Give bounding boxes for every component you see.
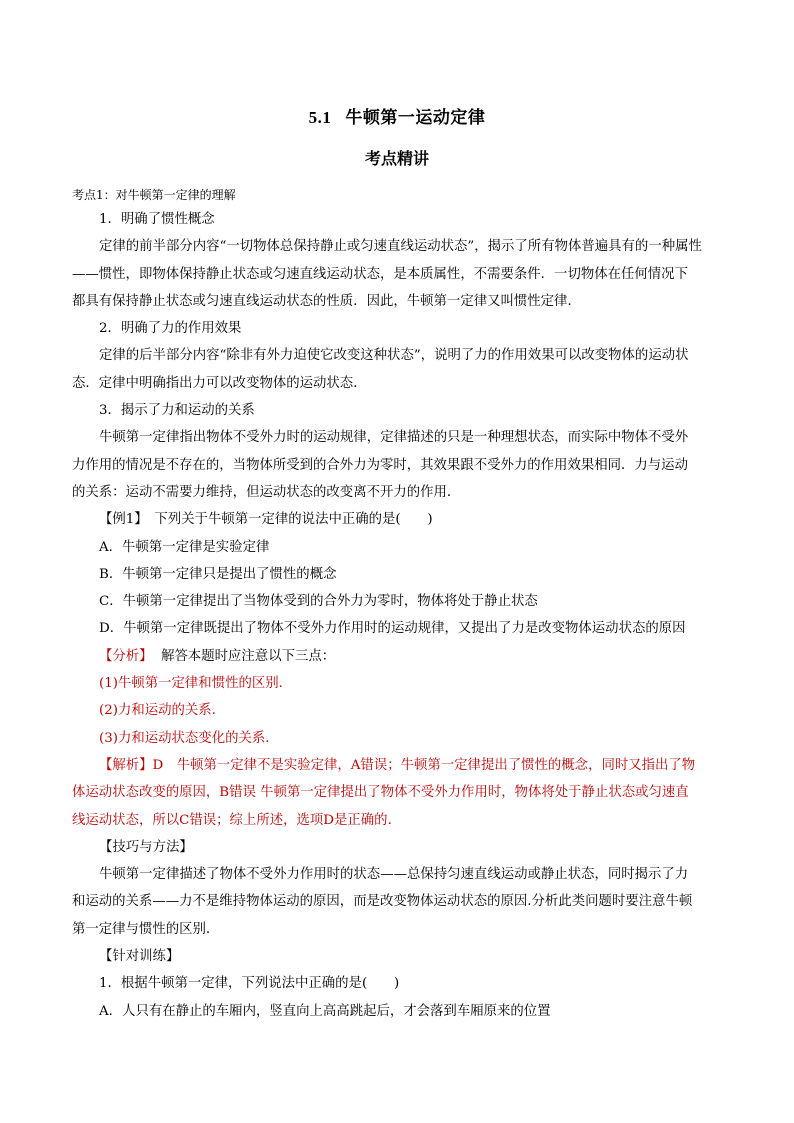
analysis-line bbox=[72, 643, 722, 670]
text-line: ——惯性，即物体保持静止状态或匀速直线运动状态，是本质属性，不需要条件．一切物体在任何情况下 bbox=[72, 266, 688, 282]
text-line: 第一定律与惯性的区别. bbox=[72, 921, 211, 937]
option-d: D．牛顿第一定律既提出了物体不受外力作用时的运动规律，又提出了力是改变物体运动状态的原因 bbox=[99, 621, 686, 637]
analysis-label: 【分析】 bbox=[99, 648, 153, 664]
analysis-point: (3)力和运动状态变化的关系． bbox=[99, 730, 279, 746]
analysis-point: (1)牛顿第一定律和惯性的区别． bbox=[99, 676, 293, 692]
option-c: C．牛顿第一定律提出了当物体受到的合外力为零时，物体将处于静止状态 bbox=[99, 594, 538, 610]
text-line: 牛顿第一定律指出物体不受外力时的运动规律，定律描述的只是一种理想状态，而实际中物体不受外 bbox=[99, 430, 689, 446]
page-title bbox=[0, 103, 794, 128]
solution-line: 线运动状态，所以C错误；综上所述，选项D是正确的． bbox=[72, 812, 401, 828]
analysis-text: 解答本题时应注意以下三点： bbox=[161, 648, 336, 664]
section-title: 牛顿第一运动定律 bbox=[345, 108, 486, 128]
practice-question: 1．根据牛顿第一定律，下列说法中正确的是( ) bbox=[99, 976, 400, 992]
text-line: 2．明确了力的作用效果 bbox=[99, 321, 242, 337]
text-line: 力作用的情况是不存在的，当物体所受到的合外力为零时，其效果跟不受外力的作用效果相同．力与运动 bbox=[72, 457, 688, 473]
option-b: B．牛顿第一定律只是提出了惯性的概念 bbox=[99, 566, 337, 582]
text-line: 1．明确了惯性概念 bbox=[99, 212, 215, 227]
text-line: 和运动的关系——力不是维持物体运动的原因，而是改变物体运动状态的原因.分析此类问题时要注意牛顿 bbox=[72, 894, 693, 910]
text-line: 定律的前半部分内容“一切物体总保持静止或匀速直线运动状态”，揭示了所有物体普遍具有的一种属性 bbox=[99, 239, 702, 255]
solution-line: 【解析】D 牛顿第一定律不是实验定律，A错误；牛顿第一定律提出了惯性的概念，同时又指出了物 bbox=[99, 757, 696, 773]
text-line: 定律的后半部分内容“除非有外力迫使它改变这种状态”，说明了力的作用效果可以改变物体的运动状 bbox=[99, 348, 689, 364]
text-line: 都具有保持静止状态或匀速直线运动状态的性质．因此，牛顿第一定律又叫惯性定律． bbox=[72, 293, 581, 309]
text-line: 牛顿第一定律描述了物体不受外力作用时的状态——总保持匀速直线运动或静止状态，同时揭示了力 bbox=[99, 867, 689, 883]
solution-line: 体运动状态改变的原因，B错误 牛顿第一定律提出了物体不受外力作用时，物体将处于静止状态或匀速直 bbox=[72, 785, 689, 801]
text-line: 考点1：对牛顿第一定律的理解 bbox=[72, 188, 236, 202]
document-body bbox=[72, 184, 722, 1025]
section-number: 5.1 bbox=[308, 108, 332, 127]
practice-heading: 【针对训练】 bbox=[99, 949, 180, 965]
text-line: 态．定律中明确指出力可以改变物体的运动状态． bbox=[72, 375, 367, 391]
example-question: 【例1】 下列关于牛顿第一定律的说法中正确的是( ) bbox=[99, 512, 433, 528]
analysis-point: (2)力和运动的关系． bbox=[99, 703, 226, 719]
tips-heading: 【技巧与方法】 bbox=[99, 839, 193, 855]
practice-option-a: A．人只有在静止的车厢内，竖直向上高高跳起后，才会落到车厢原来的位置 bbox=[99, 1003, 551, 1019]
page-subtitle: 考点精讲 bbox=[364, 149, 429, 168]
text-line: 的关系：运动不需要力维持，但运动状态的改变离不开力的作用． bbox=[72, 484, 461, 500]
text-line: 3．揭示了力和运动的关系 bbox=[99, 403, 255, 419]
option-a: A．牛顿第一定律是实验定律 bbox=[99, 539, 270, 555]
